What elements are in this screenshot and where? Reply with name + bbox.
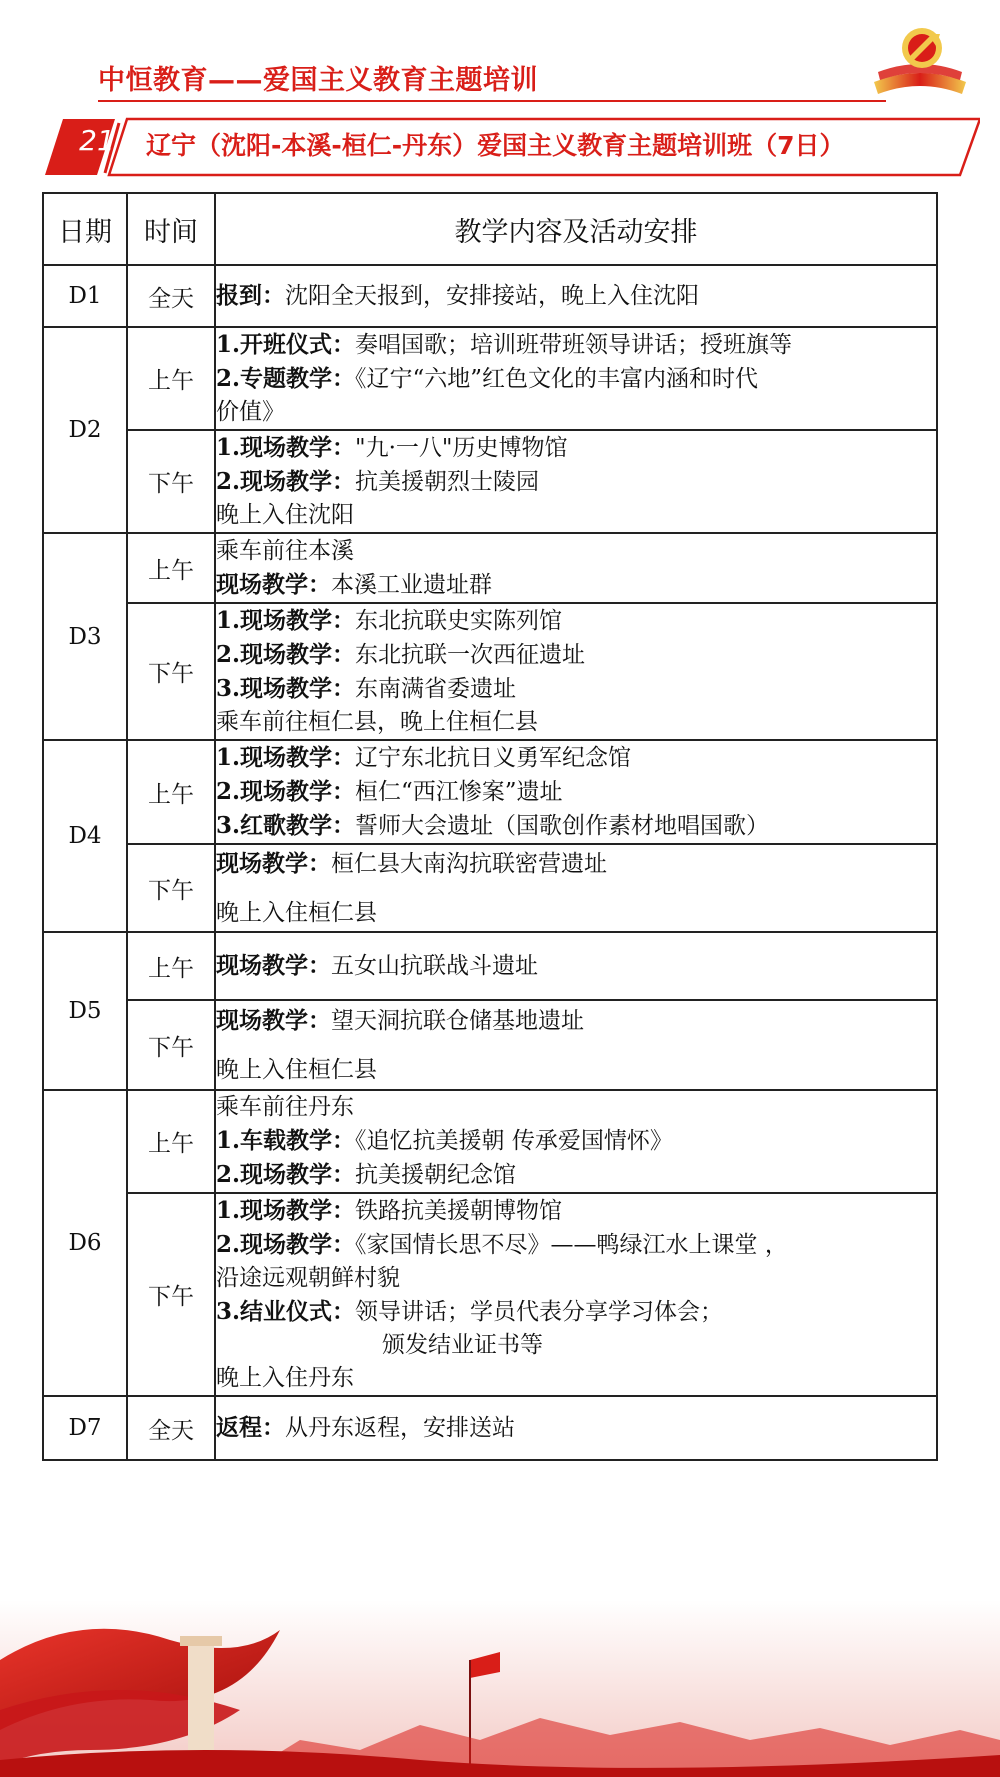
content-label: 返程： bbox=[216, 1414, 285, 1441]
content-text: 辽宁东北抗日义勇军纪念馆 bbox=[355, 745, 632, 771]
content-text: 领导讲话；学员代表分享学习体会； bbox=[355, 1299, 724, 1325]
content-label: 现场教学： bbox=[216, 570, 331, 598]
content-label: 现场教学： bbox=[216, 849, 331, 877]
content-text: 桓仁县大南沟抗联密营遗址 bbox=[331, 850, 607, 877]
content-text: 奏唱国歌；培训班带班领导讲话；授班旗等 bbox=[355, 332, 793, 358]
content-line bbox=[216, 535, 936, 568]
content-line bbox=[216, 1194, 936, 1228]
content-line bbox=[216, 1158, 936, 1192]
time-cell: 下午 bbox=[127, 1000, 215, 1090]
day-cell: D1 bbox=[43, 265, 127, 327]
day-cell: D5 bbox=[43, 932, 127, 1090]
content-line bbox=[216, 1004, 936, 1038]
content-line bbox=[216, 949, 936, 983]
content-line bbox=[216, 1362, 936, 1395]
content-line bbox=[216, 499, 936, 532]
content-label: 现场教学： bbox=[216, 952, 331, 979]
content-cell bbox=[215, 740, 937, 844]
day-cell: D2 bbox=[43, 327, 127, 533]
table-row bbox=[43, 1193, 937, 1396]
content-text: 晚上入住桓仁县 bbox=[216, 1056, 377, 1083]
table-row bbox=[43, 430, 937, 533]
schedule-table bbox=[42, 192, 938, 1461]
brand-divider bbox=[98, 100, 886, 102]
content-text: 抗美援朝纪念馆 bbox=[355, 1162, 517, 1188]
content-label: 2.现场教学： bbox=[216, 778, 356, 805]
content-text: 《辽宁“六地”红色文化的丰富内涵和时代 bbox=[355, 366, 759, 392]
content-cell bbox=[215, 327, 937, 430]
content-text: 从丹东返程，安排送站 bbox=[285, 1415, 515, 1441]
content-line bbox=[216, 1262, 936, 1295]
content-line bbox=[216, 897, 936, 930]
content-line bbox=[216, 568, 936, 602]
content-text: 晚上入住桓仁县 bbox=[216, 899, 377, 926]
time-cell: 下午 bbox=[127, 603, 215, 740]
header-date: 日期 bbox=[43, 193, 127, 265]
content-line bbox=[216, 847, 936, 881]
table-row bbox=[43, 1090, 937, 1193]
content-text: 沿途远观朝鲜村貌 bbox=[216, 1265, 400, 1291]
content-line bbox=[216, 1054, 936, 1087]
content-line bbox=[216, 1228, 936, 1262]
content-cell bbox=[215, 1193, 937, 1396]
section-number: 21 bbox=[79, 124, 115, 157]
content-text: "九·一八"历史博物馆 bbox=[355, 435, 568, 461]
content-cell bbox=[215, 265, 937, 327]
content-text: 东北抗联一次西征遗址 bbox=[355, 642, 586, 668]
time-cell: 下午 bbox=[127, 430, 215, 533]
time-cell: 下午 bbox=[127, 844, 215, 932]
content-line bbox=[216, 279, 936, 313]
time-cell: 全天 bbox=[127, 1396, 215, 1460]
content-line bbox=[216, 809, 936, 843]
content-cell bbox=[215, 844, 937, 932]
time-cell: 下午 bbox=[127, 1193, 215, 1396]
content-label: 2.现场教学： bbox=[216, 1231, 356, 1258]
table-row bbox=[43, 932, 937, 1000]
content-text: 颁发结业证书等 bbox=[382, 1332, 543, 1358]
content-label: 3.结业仪式： bbox=[216, 1298, 356, 1325]
table-row bbox=[43, 844, 937, 932]
content-cell bbox=[215, 1000, 937, 1090]
content-text: 五女山抗联战斗遗址 bbox=[331, 953, 538, 979]
content-text: 乘车前往丹东 bbox=[216, 1094, 354, 1120]
content-line bbox=[216, 1295, 936, 1329]
content-line bbox=[216, 604, 936, 638]
content-label: 2.现场教学： bbox=[216, 641, 356, 668]
content-label: 2.专题教学： bbox=[216, 365, 356, 392]
content-line bbox=[216, 328, 936, 362]
footer-flag-decoration bbox=[0, 1600, 1000, 1777]
content-line bbox=[216, 1091, 936, 1124]
content-label: 1.现场教学： bbox=[216, 434, 356, 461]
time-cell: 全天 bbox=[127, 265, 215, 327]
content-label: 3.红歌教学： bbox=[216, 812, 356, 839]
header-content: 教学内容及活动安排 bbox=[215, 193, 937, 265]
content-line bbox=[216, 431, 936, 465]
content-cell bbox=[215, 932, 937, 1000]
content-line bbox=[216, 706, 936, 739]
content-text: 晚上入住沈阳 bbox=[216, 502, 354, 528]
content-text: 《家国情长思不尽》——鸭绿江水上课堂 ， bbox=[355, 1232, 788, 1258]
content-text: 乘车前往本溪 bbox=[216, 537, 354, 564]
brand-title: 中恒教育——爱国主义教育主题培训 bbox=[98, 65, 538, 96]
table-row bbox=[43, 740, 937, 844]
content-label: 3.现场教学： bbox=[216, 675, 356, 702]
content-text: 乘车前往桓仁县，晚上住桓仁县 bbox=[216, 709, 538, 735]
content-line bbox=[216, 741, 936, 775]
content-text: 东南满省委遗址 bbox=[355, 676, 517, 702]
day-cell: D4 bbox=[43, 740, 127, 932]
content-text: 铁路抗美援朝博物馆 bbox=[355, 1198, 563, 1224]
content-line bbox=[216, 1124, 936, 1158]
content-line bbox=[216, 775, 936, 809]
content-text: 《追忆抗美援朝 传承爱国情怀》 bbox=[355, 1128, 673, 1154]
table-row bbox=[43, 327, 937, 430]
content-label: 1.现场教学： bbox=[216, 1197, 356, 1224]
content-cell bbox=[215, 603, 937, 740]
time-cell: 上午 bbox=[127, 740, 215, 844]
table-row bbox=[43, 533, 937, 603]
content-line bbox=[216, 672, 936, 706]
content-line bbox=[216, 396, 936, 429]
content-line bbox=[216, 362, 936, 396]
content-cell bbox=[215, 430, 937, 533]
day-cell: D3 bbox=[43, 533, 127, 740]
time-cell: 上午 bbox=[127, 327, 215, 430]
page-title: 辽宁（沈阳-本溪-桓仁-丹东）爱国主义教育主题培训班（7日） bbox=[146, 131, 845, 160]
content-text: 沈阳全天报到，安排接站，晚上入住沈阳 bbox=[285, 283, 699, 309]
content-label: 1.开班仪式： bbox=[216, 331, 356, 358]
content-line bbox=[216, 465, 936, 499]
content-cell bbox=[215, 1396, 937, 1460]
party-emblem-icon bbox=[870, 20, 970, 102]
table-row bbox=[43, 1396, 937, 1460]
time-cell: 上午 bbox=[127, 533, 215, 603]
content-cell bbox=[215, 533, 937, 603]
content-label: 2.现场教学： bbox=[216, 1161, 356, 1188]
content-line bbox=[216, 638, 936, 672]
table-row bbox=[43, 603, 937, 740]
content-line bbox=[216, 1329, 936, 1362]
content-text: 价值》 bbox=[216, 399, 285, 425]
table-header-row bbox=[43, 193, 937, 265]
content-text: 抗美援朝烈士陵园 bbox=[355, 469, 540, 495]
table-row bbox=[43, 1000, 937, 1090]
time-cell: 上午 bbox=[127, 1090, 215, 1193]
content-text: 晚上入住丹东 bbox=[216, 1365, 354, 1391]
content-label: 1.车载教学： bbox=[216, 1127, 356, 1154]
table-row bbox=[43, 265, 937, 327]
content-label: 1.现场教学： bbox=[216, 607, 356, 634]
day-cell: D7 bbox=[43, 1396, 127, 1460]
content-label: 报到： bbox=[216, 282, 285, 309]
day-cell: D6 bbox=[43, 1090, 127, 1396]
content-text: 东北抗联史实陈列馆 bbox=[355, 608, 563, 634]
content-text: 誓师大会遗址（国歌创作素材地唱国歌） bbox=[355, 813, 770, 839]
time-cell: 上午 bbox=[127, 932, 215, 1000]
content-label: 现场教学： bbox=[216, 1006, 331, 1034]
content-label: 1.现场教学： bbox=[216, 744, 356, 771]
content-label: 2.现场教学： bbox=[216, 468, 356, 495]
content-line bbox=[216, 1411, 936, 1445]
header-time: 时间 bbox=[127, 193, 215, 265]
content-text: 本溪工业遗址群 bbox=[331, 571, 492, 598]
content-cell bbox=[215, 1090, 937, 1193]
content-text: 望天洞抗联仓储基地遗址 bbox=[331, 1007, 584, 1034]
content-text: 桓仁“西江惨案”遗址 bbox=[355, 779, 563, 805]
